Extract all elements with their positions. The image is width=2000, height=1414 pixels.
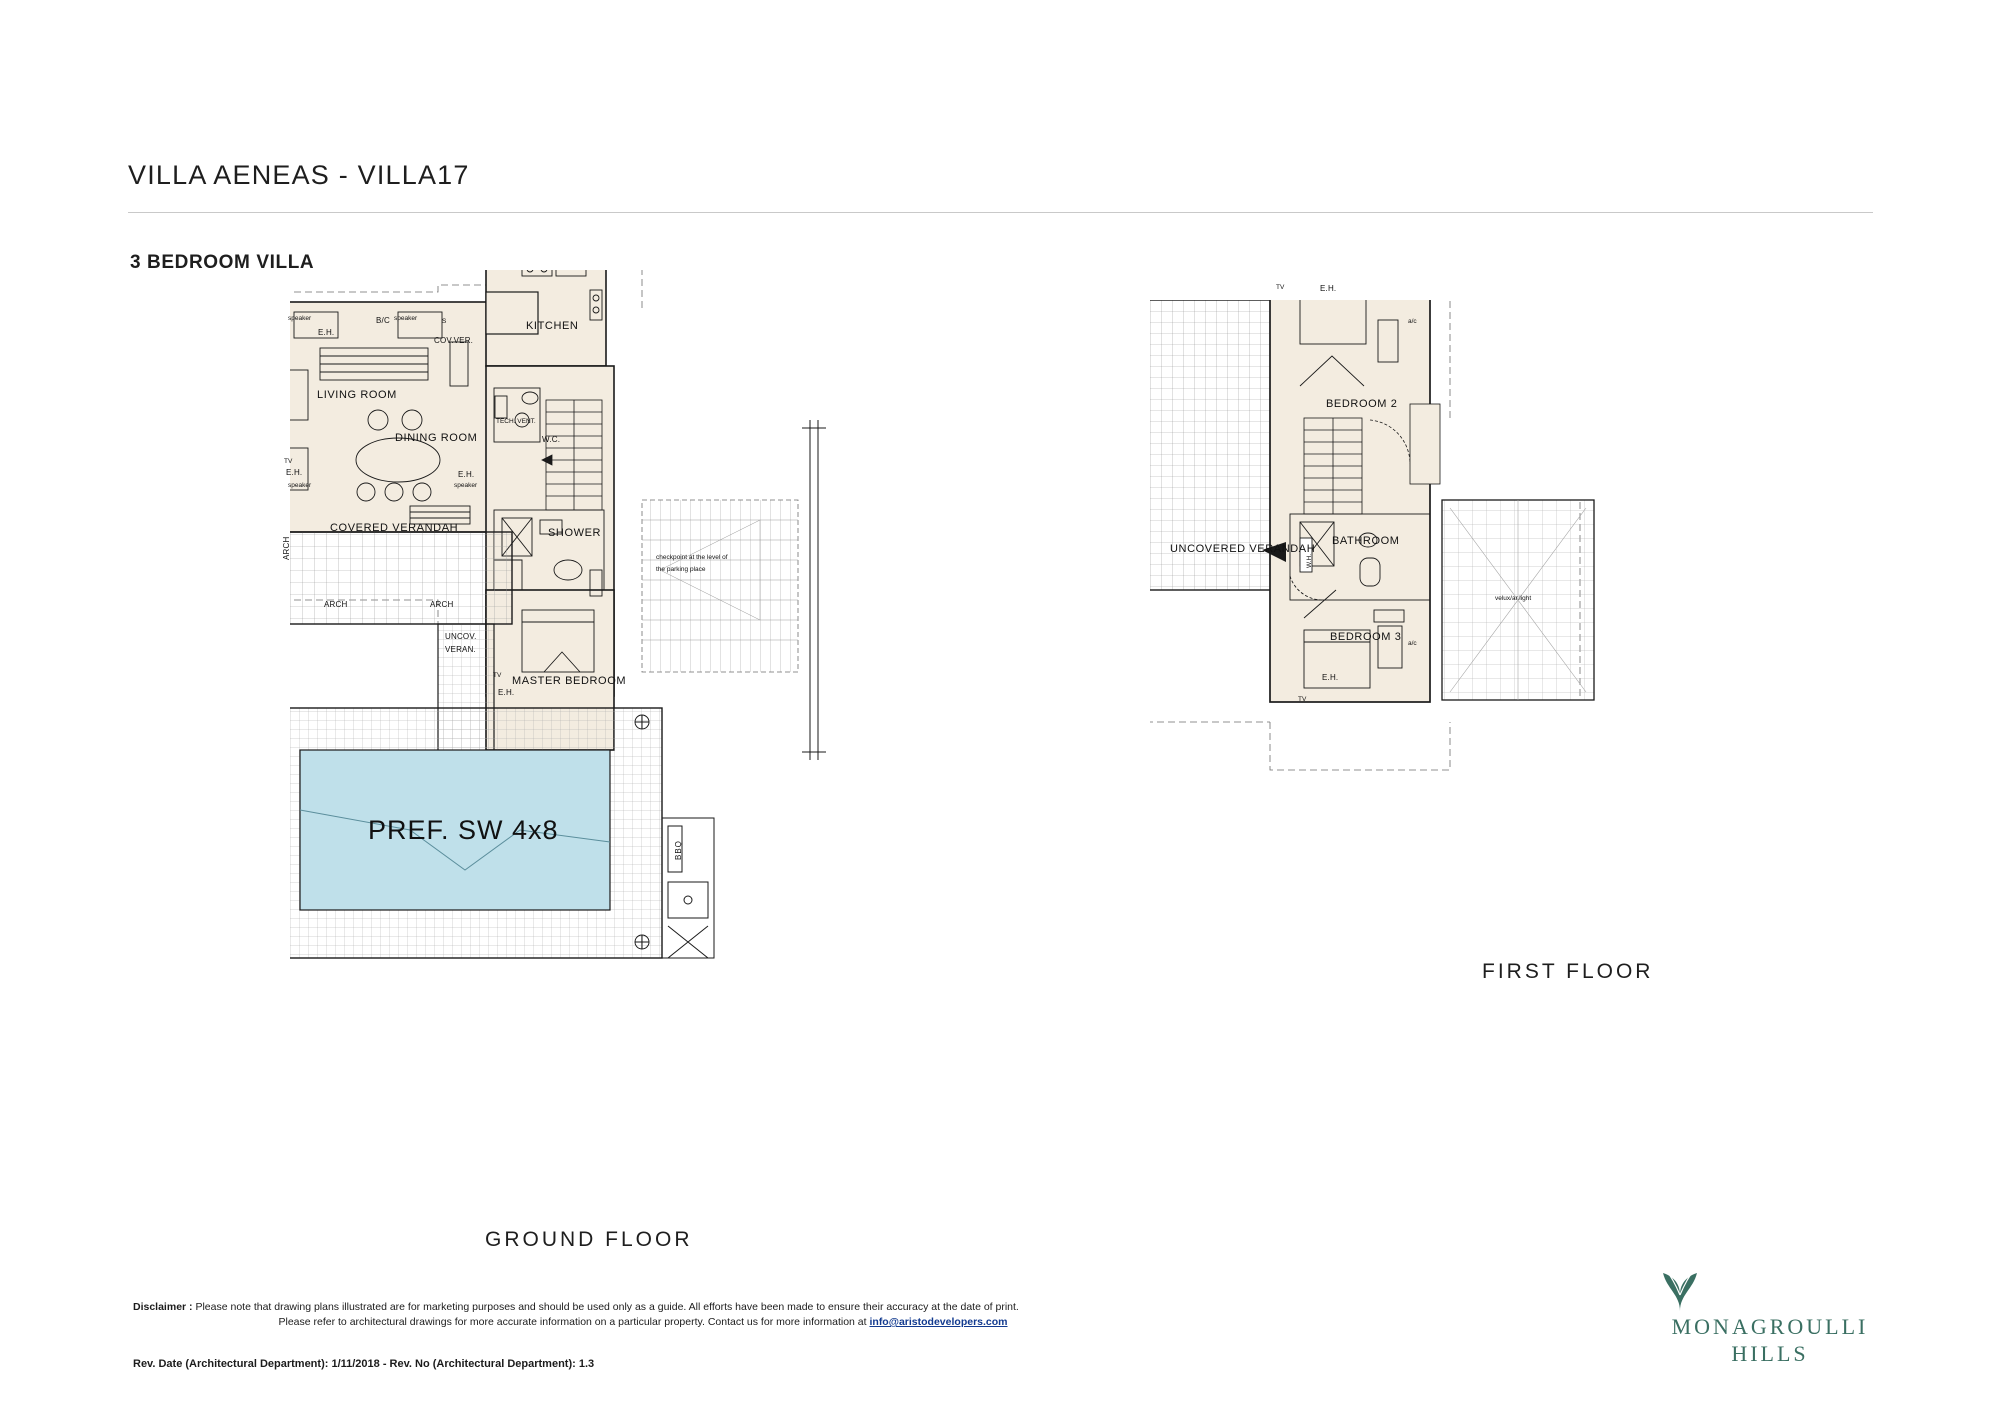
room-label-kitchen: KITCHEN: [526, 320, 579, 332]
annotation-eh-1: E.H.: [318, 328, 335, 337]
annotation-eh-2: E.H.: [286, 468, 303, 477]
room-label-shower: SHOWER: [548, 527, 602, 539]
annotation-speaker-4: speaker: [454, 482, 478, 489]
disclaimer-label: Disclaimer :: [133, 1301, 193, 1313]
first-floor-caption: FIRST FLOOR: [1482, 960, 1654, 983]
room-label-uncov-veran-line1: UNCOV.: [445, 632, 477, 641]
room-label-dining-room: DINING ROOM: [395, 432, 478, 444]
room-label-cov-ver: COV.VER.: [434, 336, 474, 345]
annotation-arch-mid: ARCH: [324, 600, 348, 609]
page-subtitle: 3 BEDROOM VILLA: [130, 252, 315, 273]
ground-floor-plan: [282, 270, 970, 1220]
first-floor-drawing: [1150, 300, 1850, 920]
room-label-master-bedroom: MASTER BEDROOM: [512, 675, 627, 687]
ground-floor-drawing: [290, 270, 970, 1220]
first-floor-plan: [1150, 284, 1850, 920]
annotation-first-eh-1: E.H.: [1320, 284, 1337, 293]
annotation-first-ac-1: a/c: [1408, 318, 1417, 325]
annotation-tv-1: TV: [493, 672, 502, 679]
annotation-first-eh-2: E.H.: [1322, 673, 1339, 682]
annotation-first-tv-1: TV: [1276, 284, 1285, 291]
annotation-bc: B/C: [376, 316, 390, 325]
disclaimer-line-2: Please refer to architectural drawings for more accurate information on a particular property. Contact us for more information at: [278, 1316, 870, 1328]
room-label-bedroom-2: BEDROOM 2: [1326, 398, 1398, 410]
annotation-bbq: BBQ: [674, 840, 683, 860]
annotation-s-symbol: S: [442, 318, 447, 325]
contact-email-link[interactable]: info@aristodevelopers.com: [869, 1316, 1008, 1328]
annotation-tv-2: TV: [284, 458, 293, 465]
annotation-arch-right: ARCH: [430, 600, 454, 609]
room-label-uncov-veran-line2: VERAN.: [445, 645, 476, 654]
annotation-first-tv-2: TV: [1298, 696, 1307, 703]
annotation-eh-3: E.H.: [458, 470, 475, 479]
annotation-eh-4: E.H.: [498, 688, 515, 697]
annotation-speaker-2: speaker: [394, 315, 418, 322]
room-label-uncovered-verandah: UNCOVERED VERANDAH: [1170, 543, 1316, 555]
leaf-icon: [1645, 1255, 1895, 1313]
annotation-speaker-3: speaker: [288, 482, 312, 489]
annotation-checkpoint-line1: checkpoint at the level of: [656, 554, 728, 561]
disclaimer: [133, 1300, 1153, 1330]
annotation-arch-left: ARCH: [282, 536, 291, 560]
room-label-covered-verandah: COVERED VERANDAH: [330, 522, 459, 534]
page-title: VILLA AENEAS - VILLA17: [128, 160, 470, 190]
room-label-bedroom-3: BEDROOM 3: [1330, 631, 1402, 643]
room-label-bathroom: BATHROOM: [1332, 535, 1400, 547]
logo-line-1: MONAGROULLI: [1671, 1314, 1869, 1339]
logo-line-2: HILLS: [1731, 1341, 1809, 1366]
revision-info: Rev. Date (Architectural Department): 1/11/2018 - Rev. No (Architectural Department): 1.3: [133, 1358, 595, 1370]
ground-floor-caption: GROUND FLOOR: [485, 1228, 693, 1251]
room-label-living-room: LIVING ROOM: [317, 389, 397, 401]
annotation-water-heater: W.H.: [1306, 553, 1313, 568]
annotation-skylight: velux/ar.light: [1495, 595, 1532, 602]
annotation-first-ac-2: a/c: [1408, 640, 1417, 647]
disclaimer-line-1: Please note that drawing plans illustrated are for marketing purposes and should be used only as a guide. All efforts have been made to ensure their accuracy at the date of print.: [195, 1301, 1019, 1313]
pool-label: PREF. SW 4x8: [368, 815, 559, 845]
annotation-tech-vent-line1: TECH. VENT.: [496, 418, 536, 425]
annotation-speaker-1: speaker: [288, 315, 312, 322]
brand-logo: [1645, 1255, 1895, 1367]
annotation-checkpoint-line2: the parking place: [656, 566, 706, 573]
title-divider: [128, 212, 1873, 213]
room-label-wc: W.C.: [542, 435, 561, 444]
